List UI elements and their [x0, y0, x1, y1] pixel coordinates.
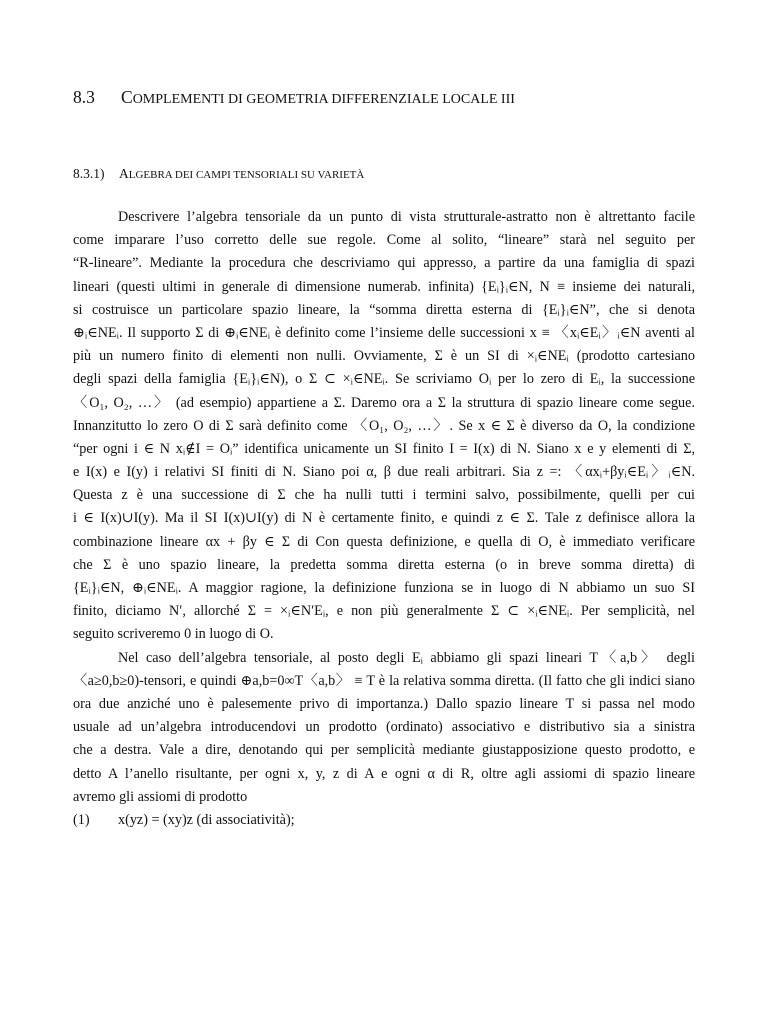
text-line: usuale ad un’algebra introducendovi un prodotto (ordinato) associativo e distributivo sia a sinistra: [73, 719, 695, 736]
text-line: 〈O₁, O₂, …〉 (ad esempio) appartiene a Σ. Daremo ora a Σ la struttura di spazio lineare come segue.: [73, 394, 695, 411]
text-line: ora due anziché uno è palesemente privo di importanza.) Dallo spazio lineare T si passa nel modo: [73, 695, 695, 712]
section-number: 8.3.1): [73, 166, 105, 181]
body-text: [73, 206, 695, 832]
text-line: e I(x) e I(y) i relativi SI finiti di N. Siano poi α, β due reali arbitrari. Sia z =: 〈αxᵢ+βyᵢ∈Eᵢ〉ᵢ∈N.: [73, 464, 695, 481]
axiom-number: (1): [73, 811, 90, 828]
text-line: che Σ è uno spazio lineare, la predetta somma diretta esterna (o in breve somma diretta) di: [73, 556, 695, 573]
section-heading: [73, 166, 364, 182]
chapter-title-rest: OMPLEMENTI DI GEOMETRIA DIFFERENZIALE LOCALE III: [132, 92, 515, 107]
text-line: degli spazi della famiglia {Eᵢ}ᵢ∈N), o Σ ⊂ ×ᵢ∈NEᵢ. Se scriviamo Oᵢ per lo zero di Eᵢ, la successione: [73, 371, 695, 388]
axiom-line: [73, 809, 695, 832]
text-line: Innanzitutto lo zero O di Σ sarà definito come 〈O₁, O₂, …〉. Se x ∈ Σ è diverso da O, la condizione: [73, 417, 695, 434]
text-line: più un numero finito di elementi non nulli. Ovviamente, Σ è un SI di ×ᵢ∈NEᵢ (prodotto cartesiano: [73, 348, 695, 365]
text-line: ⊕ᵢ∈NEᵢ. Il supporto Σ di ⊕ᵢ∈NEᵢ è definito come l’insieme delle successioni x ≡ 〈xᵢ∈Eᵢ〉ᵢ∈N aventi al: [73, 324, 695, 341]
text-line: seguito scriveremo 0 in luogo di O.: [73, 626, 274, 643]
chapter-title-initial: C: [121, 87, 133, 107]
text-line: {Eᵢ}ᵢ∈N, ⊕ᵢ∈NEᵢ. A maggior ragione, la definizione funziona se in luogo di N abbiamo un suo SI: [73, 580, 695, 596]
text-line: come imparare l’uso corretto delle sue regole. Come al solito, “lineare” starà nel seguito per: [73, 232, 695, 249]
text-line: si costruisce un particolare spazio lineare, la “somma diretta esterna di {Eᵢ}ᵢ∈N”, che si denota: [73, 301, 695, 318]
text-line: detto A l’anello risultante, per ogni x, y, z di A e ogni α di R, oltre agli assiomi di spazio lineare: [73, 765, 695, 782]
text-line: combinazione lineare αx + βy ∈ Σ di Con questa definizione, e quella di O, è immediato verificare: [73, 533, 695, 550]
text-line: “per ogni i ∈ N xᵢ∉I = Oᵢ” identifica unicamente un SI finito I = I(x) di N. Siano x e y elementi di Σ,: [73, 440, 695, 457]
text-line: che a destra. Vale a dire, denotando qui per semplicità mediante giustapposizione questo prodotto, e: [73, 742, 695, 759]
text-line: avremo gli assiomi di prodotto: [73, 788, 248, 805]
chapter-number: 8.3: [73, 87, 95, 107]
axiom-text: x(yz) = (xy)z (di associatività);: [118, 811, 295, 828]
text-line: lineari (questi ultimi in generale di dimensione numerab. infinita) {Eᵢ}ᵢ∈N, N ≡ insieme dei naturali,: [73, 278, 695, 295]
section-title-initial: A: [119, 166, 129, 181]
section-title-rest: LGEBRA DEI CAMPI TENSORIALI SU VARIETÀ: [128, 169, 365, 181]
text-line: “R-lineare”. Mediante la procedura che descriviamo qui appresso, a partire da una famiglia di spazi: [73, 255, 695, 272]
text-line: finito, diciamo N′, allorché Σ = ×ᵢ∈N′Eᵢ, e non più generalmente Σ ⊂ ×ᵢ∈NEᵢ. Per semplicità, nel: [73, 603, 695, 620]
text-line: i ∈ I(x)∪I(y). Ma il SI I(x)∪I(y) di N è certamente finito, e quindi z ∈ Σ. Tale z definisce allora la: [73, 510, 695, 527]
text-line: 〈a≥0,b≥0)-tensori, e quindi ⊕a,b=0∞T〈a,b〉 ≡ T è la relativa somma diretta. (Il fatto che gli indici siano: [73, 672, 695, 689]
text-line: Nel caso dell’algebra tensoriale, al posto degli Eᵢ abbiamo gli spazi lineari T〈a,b〉 degli: [118, 649, 695, 666]
text-line: Descrivere l’algebra tensoriale da un punto di vista strutturale-astratto non è altrettanto facile: [118, 209, 695, 225]
text-line: Questa z è una successione di Σ che ha nulli tutti i termini salvo, possibilmente, quelli per cui: [73, 487, 695, 504]
chapter-heading: [73, 87, 515, 108]
